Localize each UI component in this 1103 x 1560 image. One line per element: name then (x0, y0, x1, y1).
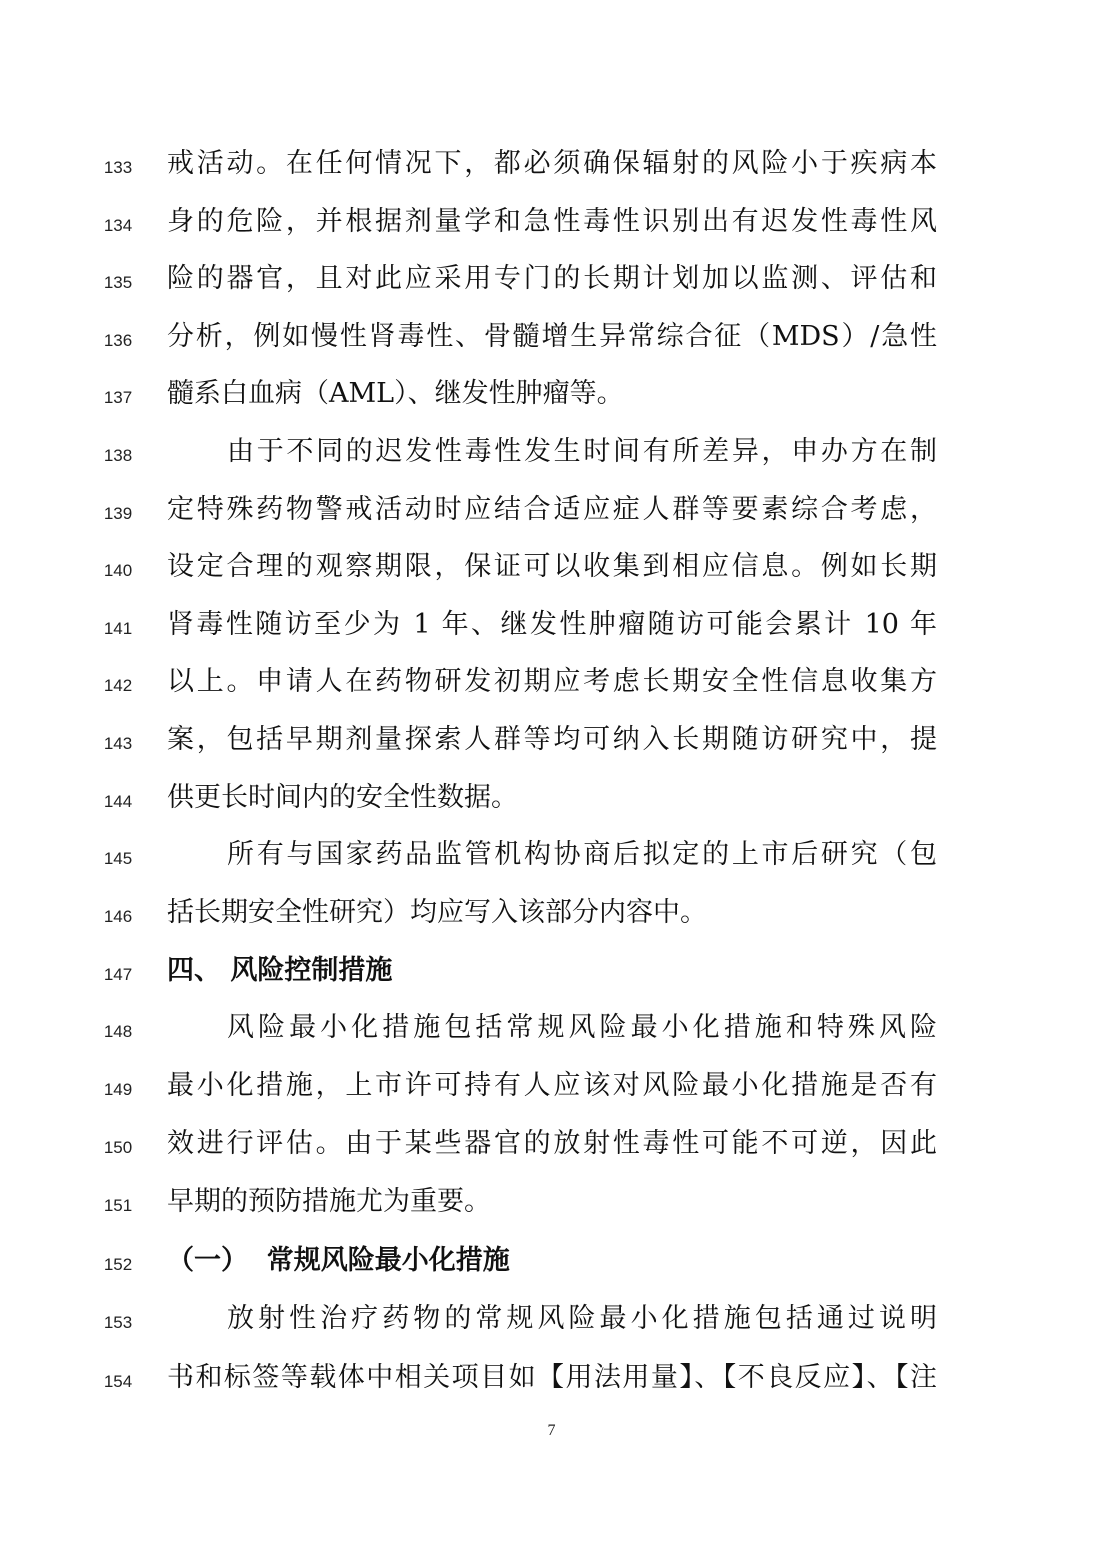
document-line (0, 1241, 1103, 1281)
line-number: 138 (103, 446, 133, 465)
line-number: 140 (103, 561, 133, 580)
document-line (0, 778, 1103, 818)
document-line (0, 144, 1103, 184)
body-text: 括长期安全性研究）均应写入该部分内容中。 (167, 897, 707, 928)
body-text: 肾毒性随访至少为 1 年、继发性肿瘤随访可能会累计 10 年 (167, 609, 937, 640)
line-number: 154 (103, 1372, 133, 1391)
document-line (0, 835, 1103, 875)
body-text: 风险最小化措施包括常规风险最小化措施和特殊风险 (227, 1012, 937, 1043)
line-number: 148 (103, 1022, 133, 1041)
body-text: 书和标签等载体中相关项目如【用法用量】、【不良反应】、【注 (167, 1362, 937, 1393)
line-number: 141 (103, 619, 133, 638)
document-line (0, 1299, 1103, 1339)
line-number: 151 (103, 1196, 133, 1215)
body-text: 身的危险，并根据剂量学和急性毒性识别出有迟发性毒性风 (167, 206, 937, 237)
document-line (0, 547, 1103, 587)
line-number: 153 (103, 1313, 133, 1332)
body-text: 险的器官，且对此应采用专门的长期计划加以监测、评估和 (167, 263, 937, 294)
document-line (0, 202, 1103, 242)
document-line (0, 317, 1103, 357)
section-heading: 四、 风险控制措施 (167, 955, 393, 986)
subsection-heading: （一） 常规风险最小化措施 (167, 1245, 510, 1276)
body-text: 由于不同的迟发性毒性发生时间有所差异，申办方在制 (227, 436, 937, 467)
document-line (0, 720, 1103, 760)
line-number: 145 (103, 849, 133, 868)
body-text: 髓系白血病（AML）、继发性肿瘤等。 (167, 378, 624, 409)
body-text: 供更长时间内的安全性数据。 (167, 782, 518, 813)
line-number: 150 (103, 1138, 133, 1157)
body-text: 放射性治疗药物的常规风险最小化措施包括通过说明 (227, 1303, 937, 1334)
document-line (0, 951, 1103, 991)
document-line (0, 374, 1103, 414)
body-text: 戒活动。在任何情况下，都必须确保辐射的风险小于疾病本 (167, 148, 937, 179)
body-text: 案，包括早期剂量探索人群等均可纳入长期随访研究中，提 (167, 724, 937, 755)
body-text: 最小化措施，上市许可持有人应该对风险最小化措施是否有 (167, 1070, 937, 1101)
document-line (0, 490, 1103, 530)
page-number: 7 (547, 1422, 556, 1439)
body-text: 所有与国家药品监管机构协商后拟定的上市后研究（包 (227, 839, 937, 870)
line-number: 152 (103, 1255, 133, 1274)
body-text: 以上。申请人在药物研发初期应考虑长期安全性信息收集方 (167, 666, 937, 697)
document-line (0, 1008, 1103, 1048)
document-line (0, 893, 1103, 933)
line-number: 139 (103, 504, 133, 523)
body-text: 早期的预防措施尤为重要。 (167, 1186, 491, 1217)
line-number: 144 (103, 792, 133, 811)
line-number: 143 (103, 734, 133, 753)
line-number: 137 (103, 388, 133, 407)
document-line (0, 1124, 1103, 1164)
document-line (0, 1358, 1103, 1398)
document-line (0, 662, 1103, 702)
line-number: 147 (103, 965, 133, 984)
document-line (0, 259, 1103, 299)
line-number: 142 (103, 676, 133, 695)
line-number: 133 (103, 158, 133, 177)
document-line (0, 1066, 1103, 1106)
line-number: 146 (103, 907, 133, 926)
body-text: 定特殊药物警戒活动时应结合适应症人群等要素综合考虑， (167, 494, 937, 525)
document-line (0, 1182, 1103, 1222)
line-number: 134 (103, 216, 133, 235)
document-line (0, 432, 1103, 472)
body-text: 效进行评估。由于某些器官的放射性毒性可能不可逆，因此 (167, 1128, 937, 1159)
line-number: 149 (103, 1080, 133, 1099)
body-text: 分析，例如慢性肾毒性、骨髓增生异常综合征（MDS）/急性 (167, 321, 937, 352)
body-text: 设定合理的观察期限，保证可以收集到相应信息。例如长期 (167, 551, 937, 582)
document-line (0, 605, 1103, 645)
line-number: 136 (103, 331, 133, 350)
line-number: 135 (103, 273, 133, 292)
